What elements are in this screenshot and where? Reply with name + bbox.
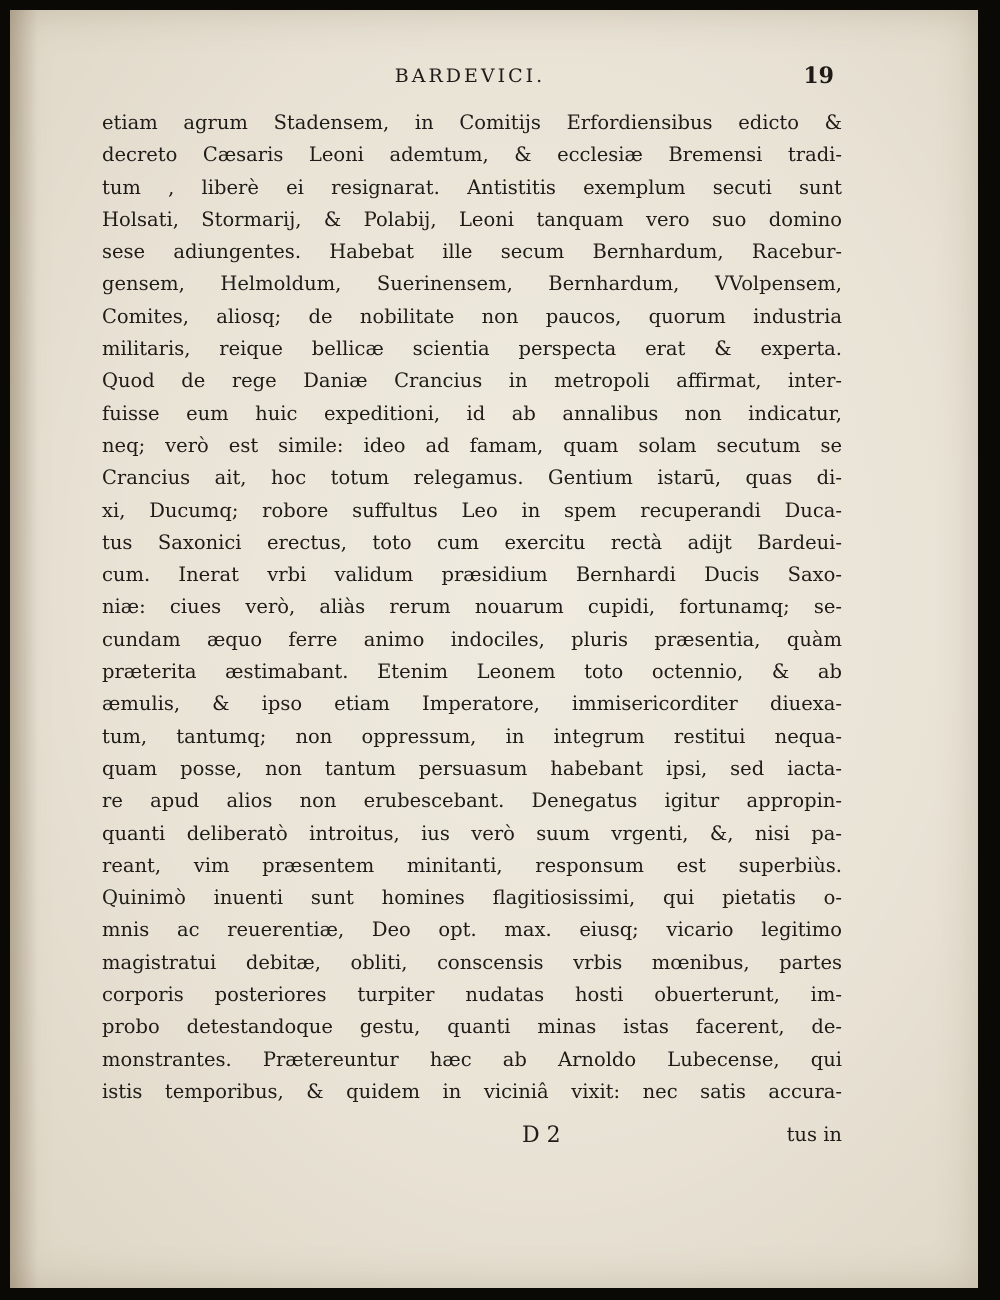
text-line: niæ: ciues verò, aliàs rerum nouarum cupidi, fortunamq; se- [102,595,842,619]
text-line: sese adiungentes. Habebat ille secum Bernhardum, Racebur- [102,240,842,264]
text-line: quam posse, non tantum persuasum habebant ipsi, sed iacta- [102,756,842,780]
text-line: mnis ac reuerentiæ, Deo opt. max. eiusq; vicario legitimo [102,918,842,942]
text-line: Comites, aliosq; de nobilitate non paucos, quorum industria [102,304,842,328]
text-line: militaris, reique bellicæ scientia perspecta erat & experta. [102,337,842,361]
text-line: re apud alios non erubescebant. Denegatus igitur appropin- [102,789,842,813]
page-gutter-shadow [10,10,38,1288]
book-page [10,10,978,1288]
text-line: corporis posteriores turpiter nudatas hosti obuerterunt, im- [102,983,842,1007]
text-line: neq; verò est simile: ideo ad famam, quam solam secutum se [102,433,842,457]
text-line: probo detestandoque gestu, quanti minas istas facerent, de- [102,1015,842,1039]
text-line: præterita æstimabant. Etenim Leonem toto octennio, & ab [102,660,842,684]
text-line: istis temporibus, & quidem in viciniâ vixit: nec satis accura- [102,1079,842,1103]
text-line: tus Saxonici erectus, toto cum exercitu rectà adijt Bardeui- [102,530,842,554]
text-line: Quod de rege Daniæ Crancius in metropoli affirmat, inter- [102,369,842,393]
text-line: fuisse eum huic expeditioni, id ab annalibus non indicatur, [102,401,842,425]
text-line: gensem, Helmoldum, Suerinensem, Bernhardum, VVolpensem, [102,272,842,296]
text-line: æmulis, & ipso etiam Imperatore, immisericorditer diuexa- [102,692,842,716]
text-line: monstrantes. Prætereuntur hæc ab Arnoldo Lubecense, qui [102,1047,842,1071]
text-line: reant, vim præsentem minitanti, responsum est superbiùs. [102,853,842,877]
text-line: etiam agrum Stadensem, in Comitijs Erfordiensibus edicto & [102,111,842,134]
signature-mark: D 2 [522,1123,561,1148]
text-line: Crancius ait, hoc totum relegamus. Gentium istarū, quas di- [102,466,842,490]
text-line: Holsati, Stormarij, & Polabij, Leoni tanquam vero suo domino [102,207,842,231]
text-line: cundam æquo ferre animo indociles, pluris præsentia, quàm [102,627,842,651]
text-line: decreto Cæsaris Leoni ademtum, & ecclesiæ Bremensi tradi- [102,143,842,167]
text-line: tum, tantumq; non oppressum, in integrum restitui nequa- [102,724,842,748]
text-line: Quinimò inuenti sunt homines flagitiosissimi, qui pietatis o- [102,886,842,910]
running-head: BARDEVICI. [394,65,546,87]
page-header [100,65,840,105]
page-number: 19 [803,63,834,89]
text-line: magistratui debitæ, obliti, conscensis vrbis mœnibus, partes [102,950,842,974]
text-line: tum , liberè ei resignarat. Antistitis exemplum secuti sunt [102,175,842,199]
body-text [102,107,842,1108]
text-line: quanti deliberatò introitus, ius verò suum vrgenti, &, nisi pa- [102,821,842,845]
text-line: xi, Ducumq; robore suffultus Leo in spem recuperandi Duca- [102,498,842,522]
page-footer [102,1123,842,1159]
catchword: tus in [786,1123,842,1146]
text-line: cum. Inerat vrbi validum præsidium Bernhardi Ducis Saxo- [102,563,842,587]
